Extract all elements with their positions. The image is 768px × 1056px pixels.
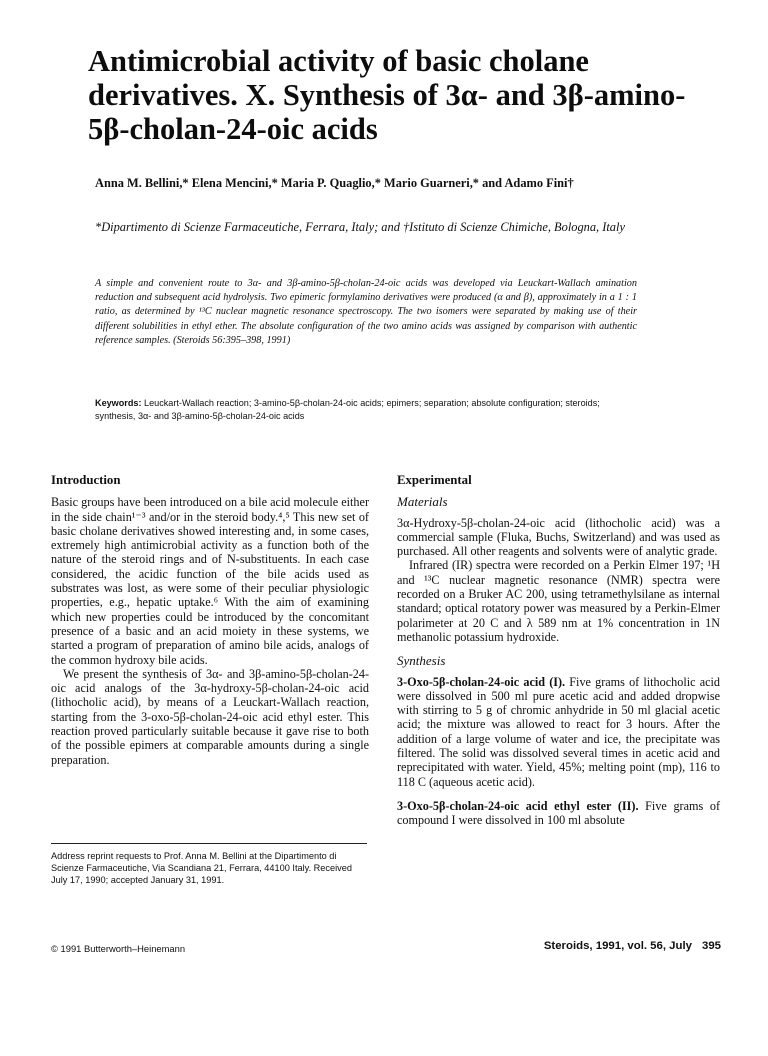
footnote-divider — [51, 843, 367, 844]
footnote: Address reprint requests to Prof. Anna M. Bellini at the Dipartimento di Scienze Farmaceutiche, Via Scandiana 21, Ferrara, 44100 Italy. Received July 17, 1990; accepted January 31, 1991. — [51, 851, 352, 886]
compound-2-text: Five grams of compound I were dissolved in 100 ml absolute — [397, 798, 720, 828]
keywords — [95, 397, 640, 423]
journal-citation: Steroids, 1991, vol. 56, July — [543, 940, 692, 952]
page-number: 395 — [701, 940, 721, 952]
materials-paragraph-2: Infrared (IR) spectra were recorded on a Perkin Elmer 197; ¹H and ¹³C nuclear magnetic resonance (NMR) spectra were recorded on a Bruker AC 200, using tetramethylsilane as internal standard; optical rotatory power was measured by a Perkin-Elmer polarimeter at 20 C and λ 589 nm at 1% concentration in 1N methanolic potassium hydroxide. — [397, 558, 720, 644]
right-column — [397, 473, 720, 828]
compound-1-name: 3-Oxo-5β-cholan-24-oic acid (I). — [397, 674, 566, 689]
affiliation: *Dipartimento di Scienze Farmaceutiche, Ferrara, Italy; and †Istituto di Scienze Chimiche, Bologna, Italy — [95, 220, 625, 234]
article-title: Antimicrobial activity of basic cholane derivatives. X. Synthesis of 3α- and 3β-amino-5β-cholan-24-oic acids — [88, 44, 686, 146]
journal-footer — [509, 940, 721, 952]
left-column — [51, 473, 369, 767]
abstract: A simple and convenient route to 3α- and 3β-amino-5β-cholan-24-oic acids was developed via Leuckart-Wallach amination reduction and subsequent acid hydrolysis. Two epimeric formylamino derivatives were produced (α and β), approximately in a 1 : 1 ratio, as determined by ¹³C nuclear magnetic resonance spectroscopy. The two isomers were separated by making use of their different solubilities in ethyl ether. The absolute configuration of the two amino acids was assigned by comparison with authentic reference samples. (Steroids 56:395–398, 1991) — [95, 278, 637, 346]
introduction-heading: Introduction — [51, 473, 121, 487]
materials-paragraph-1: 3α-Hydroxy-5β-cholan-24-oic acid (lithocholic acid) was a commercial sample (Fluka, Buchs, Switzerland) and was used as purchased. All other reagents and solvents were of analytic grade. — [397, 515, 720, 559]
compound-2-paragraph — [397, 799, 720, 828]
experimental-heading: Experimental — [397, 473, 472, 487]
intro-paragraph-1: Basic groups have been introduced on a bile acid molecule either in the side chain¹⁻³ and/or in the steroid body.⁴,⁵ This new set of basic cholane derivatives showed interesting and, in some cases, extremely high antimicrobial activity as a function both of the nature of the steroid rings and of N-substituents. In each case considered, the acidic function of the bile acids used as substrates was lost, as were some of their peculiar physiologic properties, e.g., hepatic uptake.⁶ With the aim of examining which new properties could be introduced by the concomitant presence of a basic and an acid moiety in these systems, we started a program of preparation of amino bile acids, analogs of the common hydroxy bile acids. — [51, 495, 369, 667]
synthesis-heading: Synthesis — [397, 653, 446, 669]
compound-2-name: 3-Oxo-5β-cholan-24-oic acid ethyl ester (II). — [397, 798, 639, 813]
intro-paragraph-2: We present the synthesis of 3α- and 3β-amino-5β-cholan-24-oic acid analogs of the 3α-hydroxy-5β-cholan-24-oic acid (lithocholic acid), by means of a Leuckart-Wallach reaction, starting from the 3-oxo-5β-cholan-24-oic acid ethyl ester. This reaction proved particularly suitable because it gave rise to both of the possible epimers at comparable amounts during a single preparation. — [51, 666, 369, 767]
author-list: Anna M. Bellini,* Elena Mencini,* Maria P. Quaglio,* Mario Guarneri,* and Adamo Fini† — [95, 176, 574, 190]
compound-1-paragraph — [397, 675, 720, 789]
compound-1-text: Five grams of lithocholic acid were dissolved in 500 ml pure acetic acid and added dropwise with stirring to 5 g of chromic anhydride in 50 ml glacial acetic acid; the mixture was allowed to react for 3 hours. After the addition of a large volume of water and ice, the precipitate was filtered. The solid was dissolved several times in acetic acid and reprecipitated with water. Yield, 45%; melting point (mp), 116 to 118 C (aqueous acetic acid). — [397, 674, 720, 789]
keywords-text: Leuckart-Wallach reaction; 3-amino-5β-cholan-24-oic acids; epimers; separation; absolute configuration; steroids; synthesis, 3α- and 3β-amino-5β-cholan-24-oic acids — [95, 398, 600, 422]
keywords-label: Keywords: — [95, 398, 142, 408]
materials-heading: Materials — [397, 494, 448, 510]
copyright: © 1991 Butterworth–Heinemann — [51, 943, 186, 954]
